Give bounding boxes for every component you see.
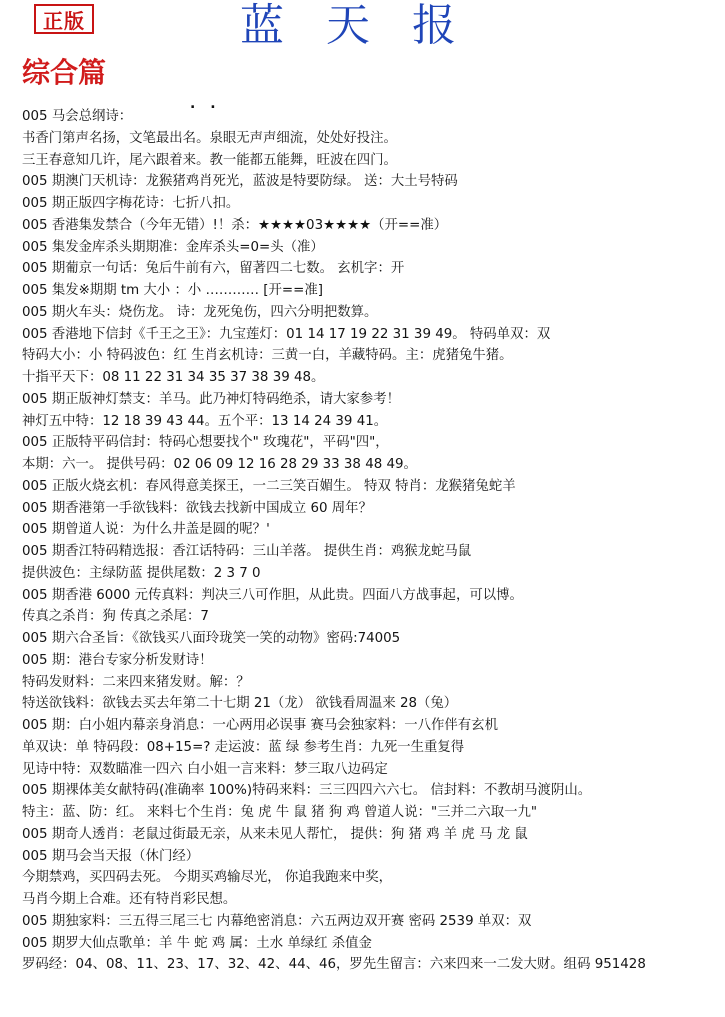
text-line: 005 期香江特码精选报：香江话特码：三山羊落。 提供生肖：鸡猴龙蛇马鼠 [22, 544, 472, 559]
text-line: 马肖今期上合难。还有特肖彩民想。 [22, 892, 237, 907]
text-line: 特主：蓝、防：红。 来料七个生肖：兔 虎 牛 鼠 猪 狗 鸡 曾道人说："三并二六取一九" [22, 805, 538, 820]
text-line: 提供波色：主绿防蓝 提供尾数：2 3 7 0 [22, 565, 261, 581]
text-line: 三王春意知几许，尾六跟着来。教一能都五能舞，旺波在四门。 [22, 152, 397, 168]
text-line: 005 期澳门天机诗：龙猴猪鸡肖死光，蓝波是特要防绿。 送：大土号特码 [22, 174, 458, 190]
text-line: 005 期正版四字梅花诗：七折八扣。 [22, 196, 240, 211]
text-line: 特送欲钱料：欲钱去买去年第二十七期 21（龙） 欲钱看周温来 28（兔） [22, 696, 458, 712]
text-line: 本期：六一。 提供号码：02 06 09 12 16 28 29 33 38 48 49。 [22, 457, 417, 472]
text-line: 神灯五中特：12 18 39 43 44。五个平：13 14 24 39 41。 [22, 413, 388, 429]
article-body [22, 106, 712, 976]
text-line: 005 期裸体美女献特码(准确率 100%)特码来料：三三四四六六七。 信封料：不教胡马渡阴山。 [22, 783, 592, 799]
text-line: 书香门第声名扬，文笔最出名。泉眼无声声细流，处处好投注。 [22, 130, 397, 146]
text-line: 005 集发※期期 tm 大小 ：小 ………… [开==准] [22, 283, 323, 298]
text-line: 005 期独家料：三五得三尾三七 内幕绝密消息：六五两边双开赛 密码 2539 单双：双 [22, 913, 532, 929]
text-line: 005 期：港台专家分析发财诗！ [22, 652, 213, 668]
newspaper-title: 蓝 天 报 [240, 0, 470, 51]
text-line: 005 期：白小姐内幕亲身消息：一心两用必误事 赛马会独家料：一八作伴有玄机 [22, 718, 498, 733]
text-line: 005 正版火烧玄机：春风得意美探王，一二三笑百媚生。 特双 特肖：龙猴猪兔蛇羊 [22, 478, 516, 494]
text-line: 005 期曾道人说：为什么井盖是圆的呢？' [22, 522, 270, 538]
text-line: 见诗中特：双数瞄准一四六 白小姐一言来料：梦三取八边码定 [22, 761, 388, 777]
text-line: 十指平天下：08 11 22 31 34 35 37 38 39 48。 [22, 370, 325, 385]
text-line: 005 期正版神灯禁支：羊马。此乃神灯特码绝杀，请大家参考！ [22, 391, 400, 407]
text-line: 特码发财料：二来四来猪发财。解：？ [22, 674, 250, 690]
text-line: 005 期罗大仙点歌单：羊 牛 蛇 鸡 属：土水 单绿红 杀值金 [22, 935, 372, 951]
text-line: 005 香港集发禁合（今年无错）!！杀：★★★★03★★★★（开==准） [22, 217, 448, 233]
text-line: 单双诀：单 特码段：08+15=? 走运波：蓝 绿 参考生肖：九死一生重复得 [22, 739, 465, 755]
text-line: 005 期香港 6000 元传真料：判决三八可作胆，从此贵。四面八方战事起，可以博。 [22, 587, 523, 603]
text-line: 005 期香港第一手欲钱料：欲钱去找新中国成立 60 周年？ [22, 500, 372, 516]
section-title: 综合篇 [22, 56, 107, 89]
text-line: 005 正版特平码信封：特码心想要找个" 玫瑰花"，平码"四"， [22, 435, 389, 451]
text-line: 005 期马会当天报（休门经） [22, 848, 200, 864]
decorative-dots: . . [190, 96, 221, 112]
text-line: 005 马会总纲诗： [22, 109, 133, 124]
text-line: 罗码经：04、08、11、23、17、32、42、44、46，罗先生留言：六来四来一二发大财。组码 951428 [22, 957, 646, 973]
text-line: 005 集发金库杀头期期准：金库杀头=0=头（准） [22, 239, 324, 255]
text-line: 今期禁鸡，买四码去死。 今期买鸡输尽光， 你追我跑来中奖， [22, 870, 393, 886]
text-line: 特码大小：小 特码波色：红 生肖玄机诗：三黄一白，羊藏特码。主：虎猪兔牛猪。 [22, 348, 513, 364]
text-line: 传真之杀肖：狗 传真之杀尾：7 [22, 609, 209, 625]
text-line: 005 期奇人透肖：老鼠过街最无亲，从来未见人帮忙， 提供：狗 猪 鸡 羊 虎 马 龙 鼠 [22, 826, 528, 842]
text-line: 005 期六合圣旨：《欲钱买八面玲珑笑一笑的动物》密码:74005 [22, 631, 401, 646]
text-line: 005 期葡京一句话：兔后牛前有六，留著四二七数。 玄机字：开 [22, 261, 405, 277]
text-line: 005 期火车头：烧伤龙。 诗：龙死兔伤，四六分明把数算。 [22, 304, 378, 320]
edition-badge: 正版 [34, 4, 94, 34]
text-line: 005 香港地下信封《千王之王》：九宝莲灯：01 14 17 19 22 31 39 49。 特码单双：双 [22, 326, 551, 342]
